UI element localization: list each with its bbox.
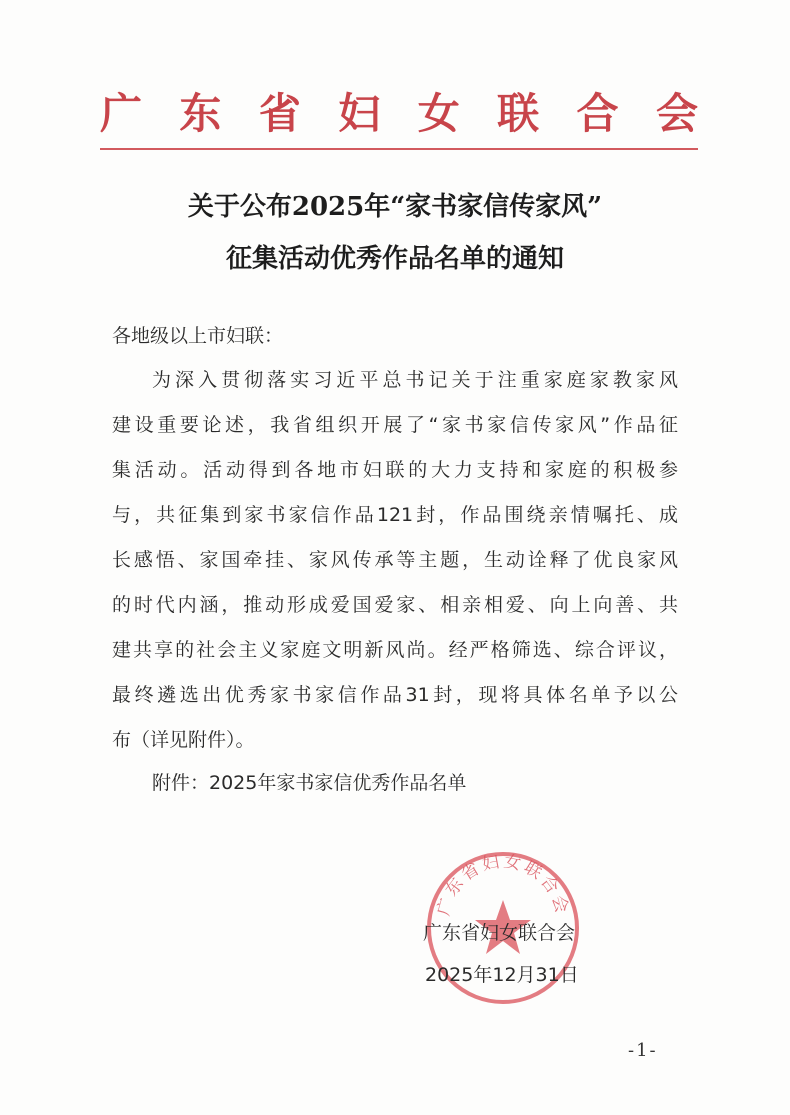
body-line: 建设重要论述，我省组织开展了“家书家信传家风”作品征 bbox=[112, 414, 678, 436]
seal-text: 广东省妇女联合会 bbox=[433, 851, 573, 918]
masthead-char: 妇 bbox=[338, 89, 381, 138]
body-line: 长感悟、家国牵挂、家风传承等主题，生动诠释了优良家风 bbox=[112, 549, 678, 571]
masthead-char: 省 bbox=[258, 89, 301, 138]
masthead-char: 合 bbox=[576, 89, 619, 138]
attachment-note: 附件：2025年家书家信优秀作品名单 bbox=[152, 772, 467, 794]
salutation: 各地级以上市妇联： bbox=[112, 325, 284, 347]
body-line: 集活动。活动得到各地市妇联的大力支持和家庭的积极参 bbox=[112, 459, 678, 481]
body-line: 的时代内涵，推动形成爱国爱家、相亲相爱、向上向善、共 bbox=[112, 594, 678, 616]
page-number: -1- bbox=[628, 1040, 658, 1061]
masthead-char: 广 bbox=[100, 89, 143, 138]
masthead-char: 会 bbox=[655, 89, 698, 138]
masthead-char: 东 bbox=[179, 89, 222, 138]
body-line: 布（详见附件）。 bbox=[112, 729, 255, 751]
body-line: 最终遴选出优秀家书家信作品31封，现将具体名单予以公 bbox=[112, 684, 678, 706]
signing-date: 2025年12月31日 bbox=[425, 964, 579, 986]
masthead bbox=[100, 82, 698, 140]
masthead-divider bbox=[100, 148, 698, 150]
body-line: 为深入贯彻落实习近平总书记关于注重家庭家教家风 bbox=[152, 369, 678, 391]
signing-organization: 广东省妇女联合会 bbox=[423, 922, 576, 944]
masthead-char: 女 bbox=[417, 89, 460, 138]
document-title-line-2: 征集活动优秀作品名单的通知 bbox=[225, 244, 564, 274]
masthead-char: 联 bbox=[497, 89, 540, 138]
document-title-line-1: 关于公布2025年“家书家信传家风” bbox=[187, 192, 603, 222]
body-line: 建共享的社会主义家庭文明新风尚。经严格筛选、综合评议， bbox=[112, 639, 678, 661]
body-line: 与，共征集到家书家信作品121封，作品围绕亲情嘱托、成 bbox=[112, 504, 678, 526]
